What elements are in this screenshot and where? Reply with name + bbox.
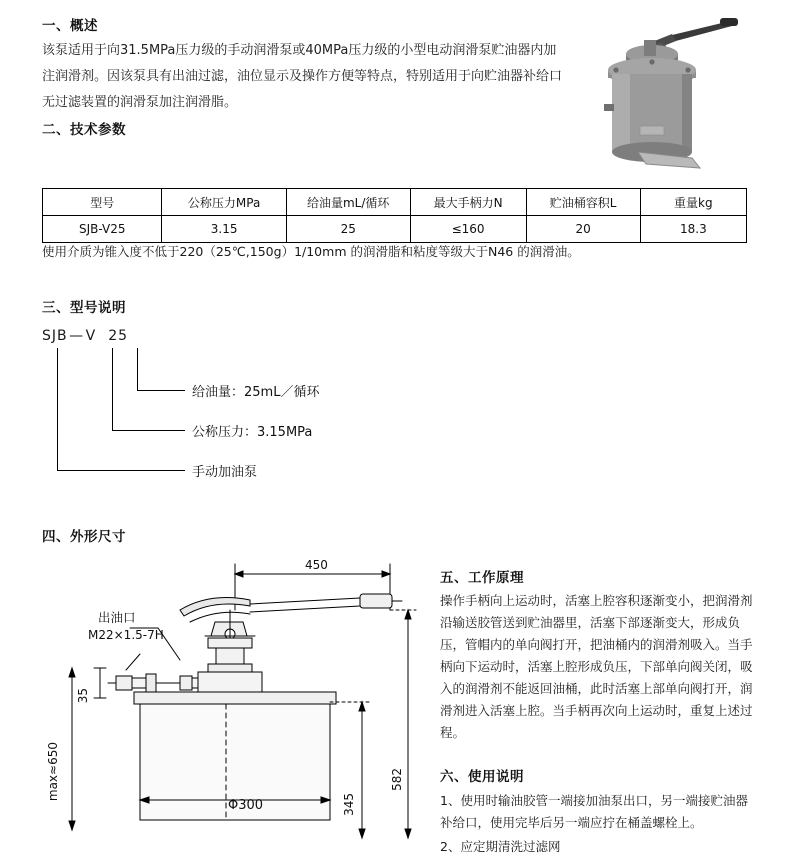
section-1-paragraph: 该泵适用于向31.5MPa压力级的手动润滑泵或40MPa压力级的小型电动润滑泵贮油器内加注润滑剂。因该泵具有出油过滤，油位显示及操作方便等特点，特别适用于向贮油器补给口无过滤装置的润滑泵加注润滑脂。: [42, 43, 563, 110]
leader-line-horizontal-size: [137, 390, 185, 391]
dimension-582: 582: [390, 768, 404, 791]
table-cell: 25: [286, 216, 410, 243]
section-5-title: 五、工作原理: [440, 570, 524, 586]
dimension-345: 345: [342, 793, 356, 816]
table-header-cell: 公称压力MPa: [162, 189, 286, 216]
legend-label-flow: 给油量：25mL／循环: [192, 385, 320, 400]
table-header-cell: 最大手柄力N: [410, 189, 526, 216]
leader-line-vertical-type: [57, 348, 58, 470]
table-header-cell: 贮油桶容积L: [526, 189, 640, 216]
section-4-title: 四、外形尺寸: [42, 529, 126, 545]
legend-label-type: 手动加油泵: [192, 465, 258, 480]
model-code-dash: —: [69, 328, 85, 344]
table-header-cell: 型号: [43, 189, 162, 216]
model-code-size: 25: [108, 328, 129, 344]
table-cell: 3.15: [162, 216, 286, 243]
table-cell: 18.3: [640, 216, 746, 243]
outlet-thread-spec: M22×1.5-7H: [88, 628, 164, 642]
table-header-cell: 重量kg: [640, 189, 746, 216]
table-header-row: [43, 189, 747, 216]
dimension-diameter: Φ300: [228, 798, 264, 813]
dimension-max-height: max≈650: [46, 742, 60, 802]
section-2-title: 二、技术参数: [42, 122, 126, 138]
model-code: [42, 328, 128, 344]
section-6-item-1: 1、使用时输油胶管一端接加油泵出口，另一端接贮油器补给口，使用完毕后另一端应拧在桶盖螺栓上。: [440, 793, 748, 830]
dimension-450: 450: [305, 558, 328, 572]
leader-line-vertical-pressure: [112, 348, 113, 430]
specifications-note: 使用介质为锥入度不低于220（25℃,150g）1/10mm 的润滑脂和粘度等级大于N46 的润滑油。: [42, 244, 580, 259]
pump-photo-illustration: [560, 8, 770, 183]
section-1-title: 一、概述: [42, 18, 98, 34]
table-cell: ≤160: [410, 216, 526, 243]
model-code-prefix: SJB: [42, 328, 68, 344]
section-3-title: 三、型号说明: [42, 300, 126, 316]
table-row: [43, 216, 747, 243]
specifications-table: [42, 188, 747, 243]
leader-line-horizontal-type: [57, 470, 185, 471]
table-cell: SJB-V25: [43, 216, 162, 243]
leader-line-horizontal-pressure: [112, 430, 185, 431]
table-header-cell: 给油量mL/循环: [286, 189, 410, 216]
section-6-item-2: 2、应定期清洗过滤网: [440, 839, 561, 854]
legend-label-pressure: 公称压力：3.15MPa: [192, 425, 313, 440]
leader-line-vertical-size: [137, 348, 138, 390]
dimension-35: 35: [76, 688, 90, 704]
section-6-title: 六、使用说明: [440, 769, 524, 785]
table-cell: 20: [526, 216, 640, 243]
section-5-paragraph: 操作手柄向上运动时，活塞上腔容积逐渐变小，把润滑剂沿输送胶管送到贮油器里，活塞下部逐渐变大，形成负压，管帽内的单向阀打开，把油桶内的润滑剂吸入。当手柄向下运动时，活塞上腔形成负压，下部单向阀关闭，吸入的润滑剂不能返回油桶，此时活塞上部单向阀打开，润滑剂进入活塞上腔。当手柄再次向上运动时，重复上述过程。: [440, 593, 753, 740]
model-code-series: V: [85, 328, 97, 344]
outlet-label: 出油口: [98, 610, 136, 625]
